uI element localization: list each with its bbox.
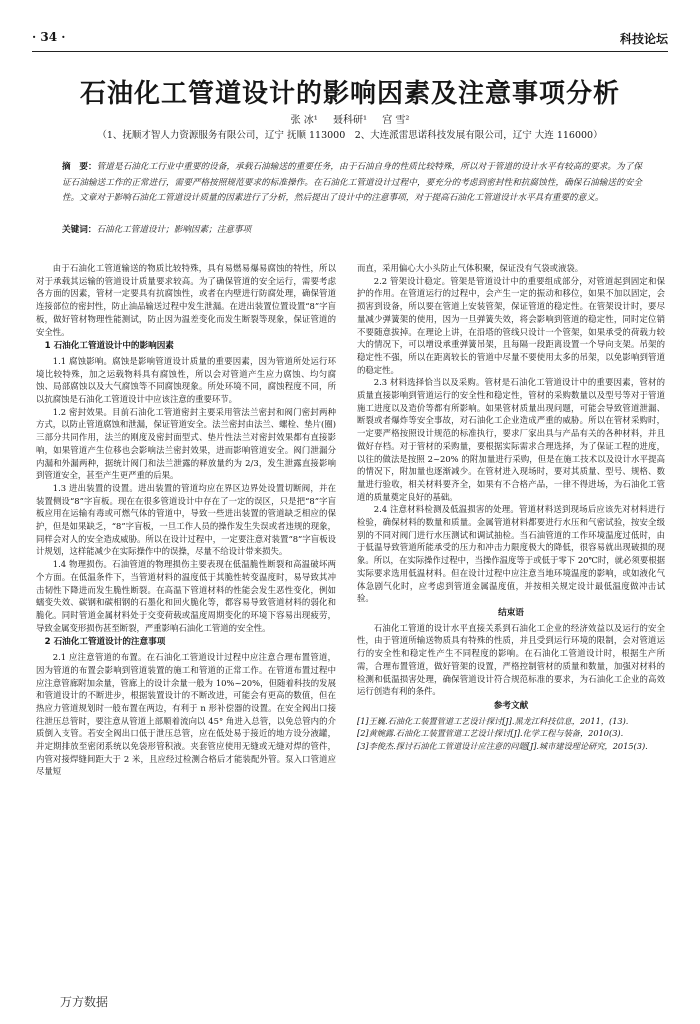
body-paragraph: 石油化工管道的设计水平直接关系到石油化工企业的经济效益以及运行的安全性，由于管道所输送物质具有特殊的性质，并且受到运行环境的限制，会对管道运行的安全性和稳定性产生不同程度的影响。在石油化工管道设计时，根据生产所需，合理布置管道，做好管架的设置，严格控制管材的质量和数量，加强对材料的检测和低温损害处理，确保管道设计符合规范标准的要求，为石油化工企业的高效运行创造有利的条件。 — [357, 622, 665, 697]
author: 宫 雪² — [382, 115, 410, 126]
paper-title: 石油化工管道设计的影响因素及注意事项分析 — [79, 79, 620, 109]
right-column — [357, 262, 665, 992]
body-paragraph: 1.4 物理损伤。石油管道的物理损伤主要表现在低温脆性断裂和高温破坏两个方面。在低温条件下，当管道材料的温度低于其脆性转变温度时，易导致其冲击韧性下降进而发生脆性断裂。在高温下管道材料的性能会发生恶性变化，例如蠕变失效、碳钢和碳相钢的石墨化和回火脆化等，都容易导致管道材料的弱化和脆化。同时管道金属材料处于交变荷载或温度周期变化的环境下容易出现疲劳，导致金属变形损伤甚至断裂，严重影响石油化工管道的安全性。 — [36, 559, 336, 633]
reference-item: [1]王巍.石油化工装置管道工艺设计探讨[J].黑龙江科技信息，2011，(13). — [357, 715, 629, 726]
watermark-source: 万方数据 — [60, 995, 109, 1009]
keywords — [62, 223, 642, 238]
section-heading: 1 石油化工管道设计中的影响因素 — [44, 341, 174, 352]
body-paragraph: 1.2 密封效果。目前石油化工管道密封主要采用管法兰密封和阀门密封两种方式，以防止管道腐蚀和泄漏，保证管道安全。法兰密封由法兰、螺栓、垫片(圈)三部分共同作用，法兰的刚度及密封面型式、垫片性法兰对密封效果都有直接影响，如果管道产生位移也会影响法兰密封效果，进而影响管道安全。阀门泄漏分内漏和外漏两种，据统计阀门和法兰泄露的释放量约为 2/3，发生泄露直接影响到管道安全，甚至产生更严重的后果。 — [36, 406, 336, 481]
reference-item: [3]李俊杰.探讨石油化工管道设计应注意的问题[J].城市建设理论研究，2015(3). — [357, 740, 648, 751]
body-paragraph: 2.4 注意材料检测及低温损害的处理。管道材料送到现场后应该先对材料进行检验，确保材料的数量和质量。金属管道材料都要进行水压和气密试验，按安全级别的不同对阀门进行水压测试和调试抽检。当石油管道的工作环境温度过低时，由于低温导致管道所能承受的压力和冲击力限度极大的降低，很容易就出现破损的现象。所以，在实际操作过程中，当操作温度等于或低于零下 20℃时，就必须要根据实际要求选用低温材料。但在设计过程中应注意当地环境温度的影响，或如液化气体急剧气化时，应考虑到管道金属温度值，并按相关规定设计最低温度做冲击试验。 — [357, 504, 665, 604]
body-paragraph: 由于石油化工管道输送的物质比较特殊，具有易燃易爆易腐蚀的特性，所以对于承载其运输的管道设计质量要求较高。为了确保管道的安全运行，需要考虑各方面的因素，管材一定要具有抗腐蚀性，或者在内壁进行防腐处理，确保管道连接部位的密封性，防止油品输送过程中发生泄漏。在进出装置位置设置“8”字盲板，做好管材物理性能测试，防止因为温差变化而发生断裂等现象，保证管道的安全性。 — [36, 263, 336, 337]
page-number: · 34 · — [32, 30, 66, 44]
left-column — [36, 262, 336, 992]
abstract-text: 管道是石油化工行业中重要的设备，承载石油输送的重要任务，由于石油自身的性质比较特殊，所以对于管道的设计水平有较高的要求。为了保证石油输送工作的正常进行，需要严格按照规范要求的标准操作。在石油化工管道设计过程中，要充分的考虑到密封性和抗腐蚀性，确保石油输送的安全性。文章对于影响石油化工管道设计质量的因素进行了分析，然后提出了设计中的注意事项，对于提高石油化工管道设计水平具有重要的意义。 — [62, 162, 642, 203]
abstract-label: 摘 要： — [62, 162, 97, 172]
body-paragraph: 1.3 进出装置的设置。进出装置的管道均应在界区边界处设置切断阀，并在装置侧设“8”字盲板。现在在很多管道设计中存在了一定的误区，只是把“8”字盲板应用在运输有毒或可燃气体的管道中，导致一些进出装置的管道缺乏相应的保护，但是如果缺乏，“8”字盲板，一旦工作人员的操作发生失误或者违规的现象，同样会对人的安全造成威胁。所以在设计过程中，一定要注意对装置“8”字盲板设计规划，这样能减少在实际操作中的误操，尽量不给设计带来损失。 — [36, 482, 336, 557]
keywords-text: 石油化工管道设计；影响因素；注意事项 — [96, 225, 252, 235]
reference-item: [2]黄婉露.石油化工装置管道工艺设计探讨[J].化学工程与装备，2010(3). — [357, 728, 624, 739]
affiliation: （1、抚顺才智人力资源服务有限公司，辽宁 抚顺 113000 2、大连派雷思诺科技发展有限公司，辽宁 大连 116000） — [97, 130, 603, 141]
author: 张 冰¹ — [290, 115, 318, 126]
body-paragraph: 2.3 材料选择恰当以及采购。管材是石油化工管道设计中的重要因素，管材的质量直接影响到管道运行的安全性和稳定性，管材的采购数量以及型号等对于管道施工进度以及造价等都有所影响。如果管材质量出现问题，可能会导致管道泄漏、断裂或者爆炸等安全事故，对石油化工企业造成严重的威胁。所以在管材采购时，一定要严格按照设计规范的标准执行，要求厂家出具与产品有关的各种材料，并且做好存档。对于管材的采购量，要根据实际需求合理选择，为了保证工程的进度，以往的做法是按照 2~20% 的附加量进行采购，但是在施工技术以及设计水平提高的情况下，附加量也逐渐减少。在管材进入现场时，要对其质量、型号、规格、数量进行验收，相关材料要齐全，如果有不合格产品，一律不得进场，为石油化工管道的质量奠定良好的基础。 — [357, 377, 665, 502]
body-paragraph: 而直，采用偏心大小头防止气体积聚，保证没有气袋或液袋。 — [357, 263, 584, 273]
section-heading: 结束语 — [498, 607, 524, 618]
section-heading: 2 石油化工管道设计的注意事项 — [44, 637, 166, 648]
page-header — [32, 30, 668, 48]
section-name: 科技论坛 — [619, 32, 668, 46]
abstract — [62, 160, 642, 207]
author: 聂科研¹ — [332, 115, 367, 126]
keywords-label: 关键词： — [62, 225, 97, 235]
section-heading: 参考文献 — [493, 700, 529, 711]
header-rule — [32, 51, 668, 52]
body-paragraph: 2.1 应注意管道的布置。在石油化工管道设计过程中应注意合理布置管道，因为管道的布置会影响到管道装置的施工和管道的正常工作。在管道布置过程中应注意管廊附加余量，管廊上的设计余量一般为 10%~20%，但随着科技的发展和管道设计的不断进步，根据装置设计的不断改进，可能会有更高的数值，但在热应力管道规划时一般布置在两边，有利于 n 形补偿器的设置。在安全阀出口接往泄压总管时，要注意从管道上部顺着流向以 45° 角进入总管，以免总管内的介质倒入支管。若安全阀出口低于泄压总管，应在低处易于接近的地方设分液罐，并定期排放至密闭系统以免袋形管积液。夹套管应使用无缝或无缝对焊的管件，内管对接焊缝间距大于 2 米，且应经过检测合格后才能装配外管。泵入口管道应尽量短 — [36, 652, 336, 777]
body-paragraph: 2.2 管架设计稳定。管架是管道设计中的重要组成部分，对管道起到固定和保护的作用。在管道运行的过程中，会产生一定的振动和移位，如果不加以固定，会损害到设备，所以要在管道上安装管架，保证管道的稳定性。在管架设计时，要尽量减少弹簧架的使用，因为一旦弹簧失效，将会影响到管道的稳定性，同时定位销不要随意拔掉。在理论上讲，在沿塔的管线只设计一个管架，如果承受的荷载力较大的情况下，可以增设承重弹簧吊架，且每隔一段距离设置一个导向支架。吊架的稳定性不强，所以在距离较长的管道中尽量不要使用太多的吊架，以免影响到管道的稳定性。 — [357, 275, 665, 375]
author-list — [0, 111, 700, 126]
body-paragraph: 1.1 腐蚀影响。腐蚀是影响管道设计质量的重要因素，因为管道所处运行环境比较特殊，加之运载物料具有腐蚀性，所以会对管道产生应力腐蚀、均匀腐蚀、局部腐蚀以及大气腐蚀等不同腐蚀现象。所处环境不同，腐蚀程度不同，所以抗腐蚀是石油化工管道设计中应该注意的重要环节。 — [36, 355, 336, 405]
